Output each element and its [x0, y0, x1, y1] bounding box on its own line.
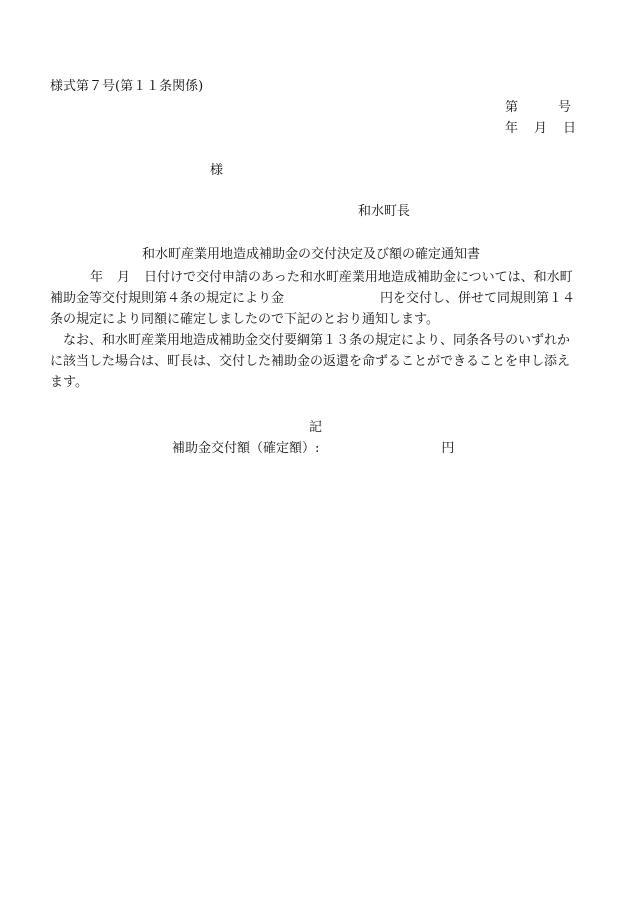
- grant-amount-unit: 円: [441, 441, 455, 456]
- application-year-label: 年: [90, 270, 104, 285]
- document-number-prefix: 第: [505, 100, 519, 115]
- document-number-suffix: 号: [558, 100, 572, 115]
- issuer-name: 和水町長: [358, 204, 411, 219]
- document-title: 和水町産業用地造成補助金の交付決定及び額の確定通知書: [142, 247, 481, 262]
- grant-amount-line: [172, 442, 454, 455]
- body-line: ます。: [50, 375, 88, 390]
- body-line: [50, 288, 580, 309]
- body-line: に該当した場合は、町長は、交付した補助金の返還を命ずることができることを申し添え: [50, 354, 571, 369]
- application-month-label: 月: [117, 270, 131, 285]
- grant-amount-label: 補助金交付額（確定額）:: [172, 441, 320, 456]
- body-line: [50, 267, 580, 288]
- date-month-label: 月: [534, 121, 548, 136]
- body-paragraph-2: [50, 330, 580, 393]
- body-paragraph-1: [50, 267, 580, 330]
- form-label: 様式第７号(第１１条関係): [50, 79, 204, 94]
- body-line-text: 日付けで交付申請のあった和水町産業用地造成補助金については、和水町: [144, 270, 573, 285]
- notes-heading: 記: [309, 420, 323, 435]
- document-date: [505, 122, 576, 135]
- date-day-label: 日: [563, 121, 577, 136]
- body-line: 条の規定により同額に確定しましたので下記のとおり通知します。: [50, 312, 439, 327]
- body-line-text: 補助金等交付規則第４条の規定により金: [50, 291, 285, 306]
- document-number: [505, 101, 571, 114]
- body-line-text: 円を交付し、併せて同規則第１４: [380, 291, 576, 306]
- addressee-honorific: 様: [210, 163, 224, 178]
- body-line: なお、和水町産業用地造成補助金交付要綱第１３条の規定により、同条各号のいずれか: [50, 333, 571, 348]
- date-year-label: 年: [505, 121, 519, 136]
